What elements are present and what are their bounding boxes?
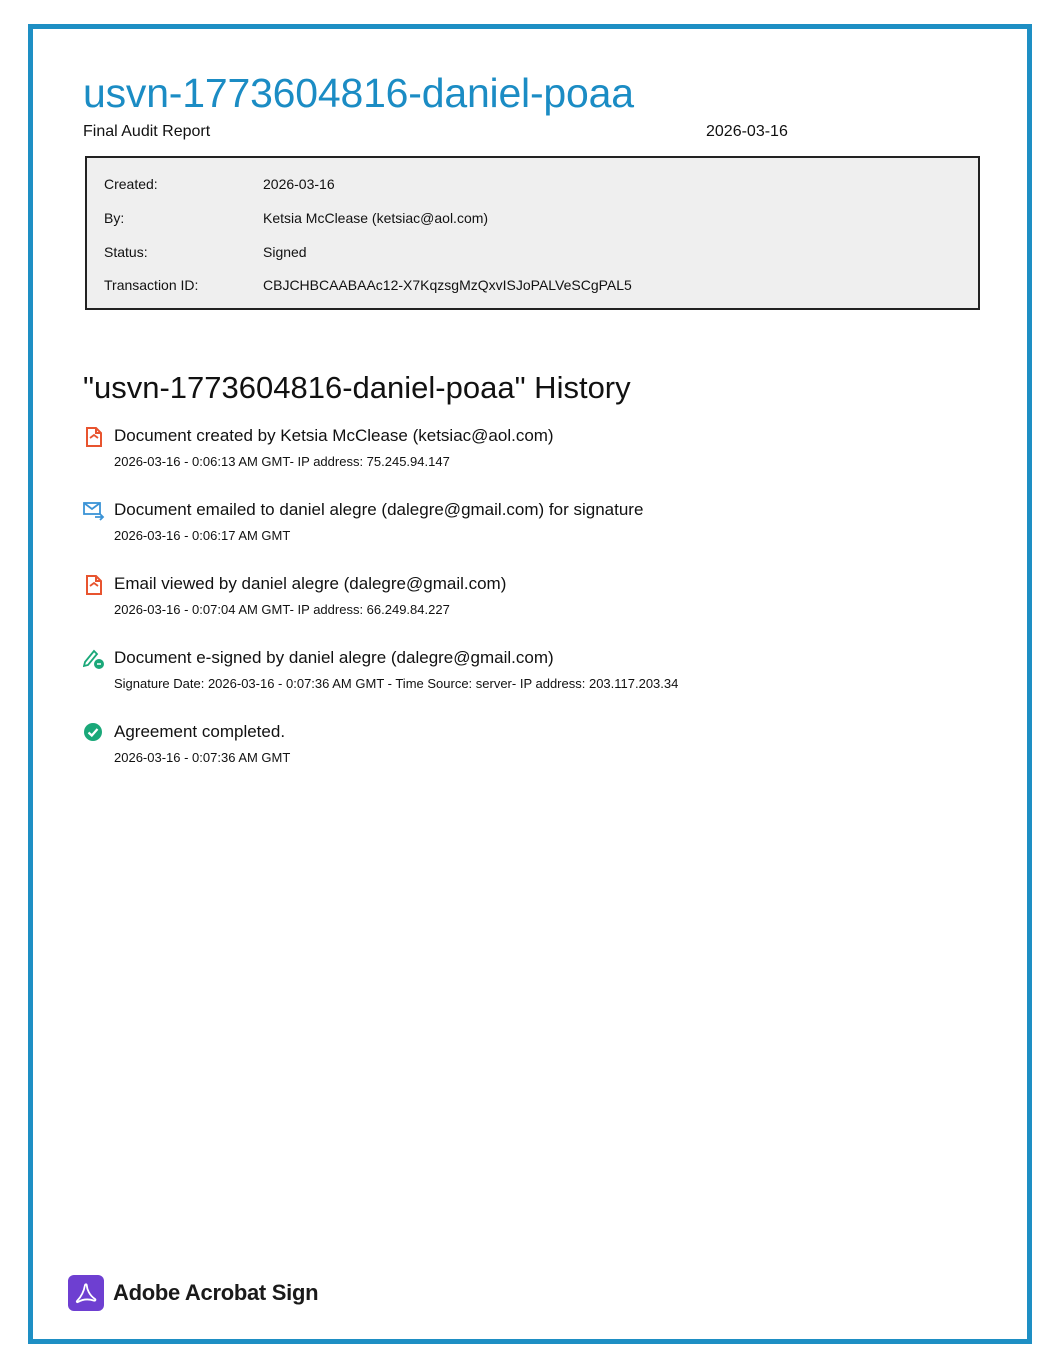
adobe-acrobat-sign-logo — [68, 1275, 318, 1311]
event-detail: 2026-03-16 - 0:06:17 AM GMT — [114, 528, 291, 543]
info-box — [85, 156, 980, 310]
event-title: Email viewed by daniel alegre (dalegre@gmail.com) — [114, 574, 507, 593]
document-icon — [83, 574, 105, 596]
info-value: CBJCHBCAABAAc12-X7KqzsgMzQxvISJoPALVeSCgPAL5 — [263, 277, 632, 293]
document-icon — [83, 426, 105, 448]
info-label: Created: — [104, 176, 158, 192]
event-title: Document created by Ketsia McClease (ketsiac@aol.com) — [114, 426, 554, 445]
info-label: By: — [104, 210, 125, 226]
event-title: Document e-signed by daniel alegre (dalegre@gmail.com) — [114, 648, 554, 667]
event-detail: 2026-03-16 - 0:07:36 AM GMT — [114, 750, 291, 765]
report-label: Final Audit Report — [83, 123, 211, 140]
email-icon — [83, 500, 105, 522]
event-detail: 2026-03-16 - 0:07:04 AM GMT- IP address: 66.249.84.227 — [114, 602, 450, 617]
event-detail: Signature Date: 2026-03-16 - 0:07:36 AM GMT - Time Source: server- IP address: 203.117.203.34 — [114, 676, 679, 691]
acrobat-icon — [68, 1275, 104, 1311]
event-detail: 2026-03-16 - 0:06:13 AM GMT- IP address: 75.245.94.147 — [114, 454, 450, 469]
check-circle-icon — [83, 722, 105, 744]
esign-pen-icon — [83, 648, 105, 670]
logo-text: Adobe Acrobat Sign — [113, 1280, 319, 1305]
info-value: Ketsia McClease (ketsiac@aol.com) — [263, 210, 489, 226]
info-value: 2026-03-16 — [263, 176, 335, 192]
info-value: Signed — [263, 244, 307, 260]
info-label: Transaction ID: — [104, 277, 199, 293]
event-title: Agreement completed. — [114, 722, 286, 741]
history-title: "usvn-1773604816-daniel-poaa" History — [83, 370, 631, 405]
report-date: 2026-03-16 — [706, 123, 788, 140]
document-title: usvn-1773604816-daniel-poaa — [83, 70, 634, 116]
info-label: Status: — [104, 244, 148, 260]
event-title: Document emailed to daniel alegre (dalegre@gmail.com) for signature — [114, 500, 644, 519]
